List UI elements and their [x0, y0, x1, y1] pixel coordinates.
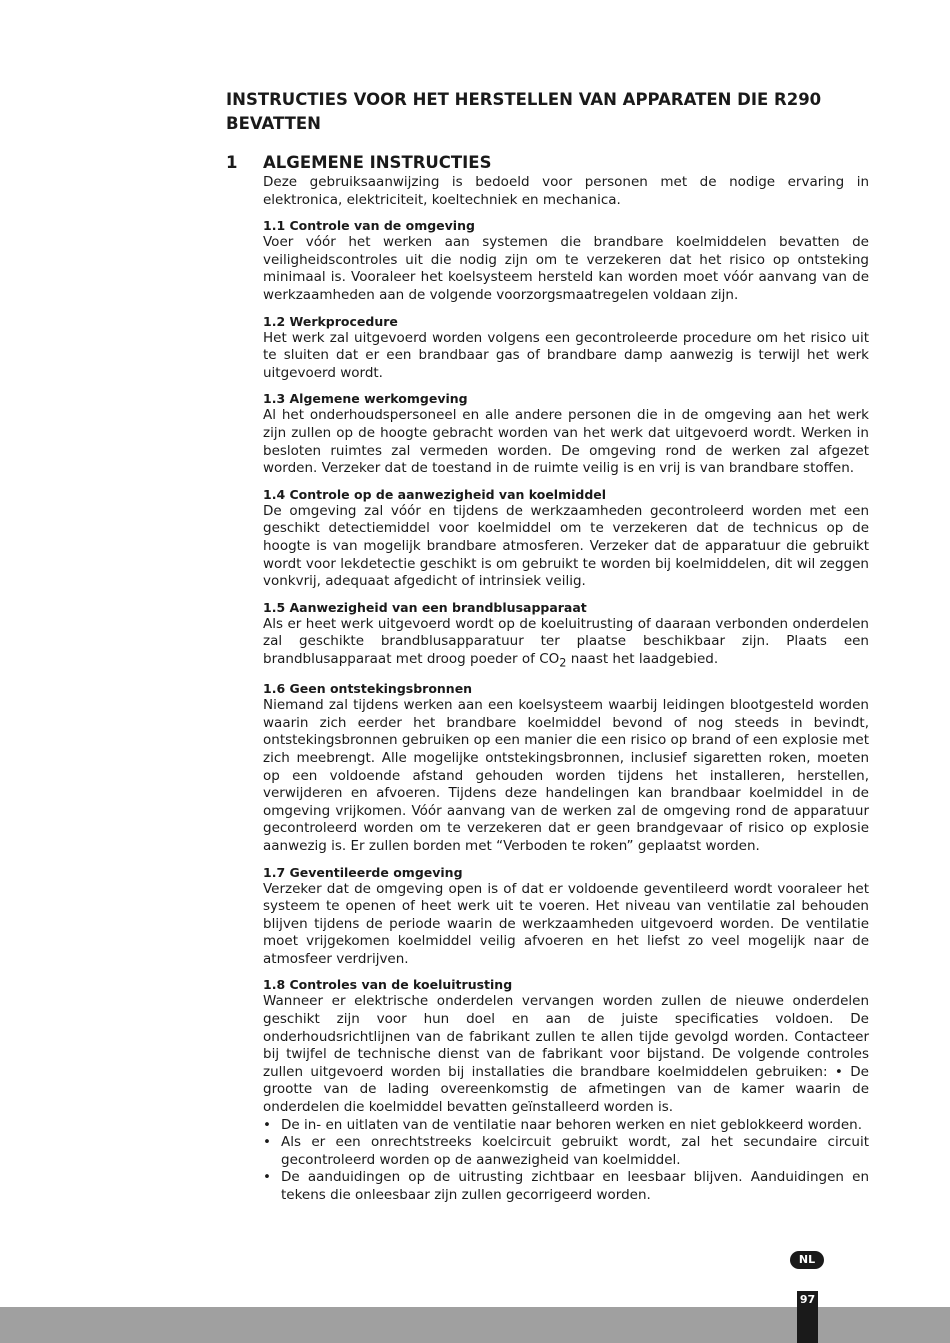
- section-heading: [226, 152, 866, 174]
- subsection-title: 1.6 Geen ontstekingsbronnen: [263, 681, 473, 697]
- subsection-text: De omgeving zal vóór en tijdens de werkzaamheden gecontroleerd worden met een geschikt detectiemiddel voor koelmiddel om te verzekeren dat de technicus op de hoogte is van mogelijk brandbare atmosferen. Verzeker dat de apparatuur die gebruikt wordt voor lekdetectie geschikt is om gebruikt te worden bij koelmiddelen, dit wil zeggen vonkvrij, adequaat afgedicht of intrinsiek veilig.: [263, 502, 869, 590]
- section-title: ALGEMENE INSTRUCTIES: [263, 153, 492, 172]
- list-item: • Als er een onrechtstreeks koelcircuit gebruikt wordt, zal het secundaire circuit gecontroleerd worden op de aanwezigheid van koelmiddel.: [263, 1134, 869, 1169]
- document-body: [263, 174, 869, 1205]
- subsection-text: Al het onderhoudspersoneel en alle andere personen die in de omgeving aan het werk zijn zullen op de hoogte gebracht worden van het werk dat uitgevoerd wordt. Werken in besloten ruimtes zal vermeden worden. De omgeving rond de werken zal afgezet worden. Verzeker dat de toestand in de ruimte veilig is en vrij is van brandbare stoffen.: [263, 407, 869, 477]
- subsection-text: Niemand zal tijdens werken aan een koelsysteem waarbij leidingen blootgesteld worden waarin zich eerder het brandbare koelmiddel bevond of nog steeds in bevindt, ontstekingsbronnen gebruiken op een manier die een risico op brand of een explosie met zich meebrengt. Alle mogelijke ontstekingsbronnen, inclusief sigaretten roken, moeten op een voldoende afstand gehouden worden tijdens het installeren, herstellen, verwijderen en afvoeren. Tijdens deze handelingen kan brandbaar koelmiddel in de omgeving vrijkomen. Vóór aanvang van de werken zal de omgeving rond de apparatuur gecontroleerd worden om te verzekeren dat er geen brandgevaar of risico op explosie aanwezig is. Er zullen borden met “Verboden te roken” geplaatst worden.: [263, 697, 869, 854]
- page-title: INSTRUCTIES VOOR HET HERSTELLEN VAN APPARATEN DIE R290 BEVATTEN: [226, 90, 822, 133]
- subsection-title: 1.8 Controles van de koeluitrusting: [263, 977, 513, 993]
- section-number: 1: [226, 153, 238, 172]
- section-intro: Deze gebruiksaanwijzing is bedoeld voor personen met de nodige ervaring in elektronica, elektriciteit, koeltechniek en mechanica.: [263, 174, 869, 208]
- language-badge: NL: [790, 1251, 824, 1269]
- subsection-title: 1.1 Controle van de omgeving: [263, 218, 475, 234]
- subsection-title: 1.2 Werkprocedure: [263, 313, 398, 329]
- subsection-text: Het werk zal uitgevoerd worden volgens een gecontroleerde procedure om het risico uit te sluiten dat er een brandbaar gas of brandbare damp aanwezig is terwijl het werk uitgevoerd wordt.: [263, 329, 869, 381]
- list-item: • De in- en uitlaten van de ventilatie naar behoren werken en niet geblokkeerd worden.: [263, 1117, 869, 1135]
- subsection-title: 1.5 Aanwezigheid van een brandblusapparaat: [263, 599, 587, 615]
- subsection-text: Voer vóór het werken aan systemen die brandbare koelmiddelen bevatten de veiligheidscontroles uit die nodig zijn om te verzekeren dat het risico op ontsteking minimaal is. Vooraleer het koelsysteem hersteld kan worden moet vóór aanvang van de werkzaamheden aan de volgende voorzorgsmaatregelen voldaan zijn.: [263, 234, 869, 303]
- page-number: 97: [797, 1291, 818, 1343]
- subsection-title: 1.4 Controle op de aanwezigheid van koelmiddel: [263, 486, 607, 502]
- subsection-title: 1.3 Algemene werkomgeving: [263, 391, 468, 407]
- subsection-text: [263, 616, 869, 672]
- subsection-text: Wanneer er elektrische onderdelen vervangen worden zullen de nieuwe onderdelen geschikt zijn voor hun doel en aan de juiste specificaties voldoen. De onderhoudsrichtlijnen van de fabrikant zullen te allen tijde gevolgd worden. Contacteer bij twijfel de technische dienst van de fabrikant voor bijstand. De volgende controles zullen uitgevoerd worden bij installaties die brandbare koelmiddelen gebruiken: • De grootte van de lading overeenkomstig de afmetingen van de kamer waarin de onderdelen die koelmiddel bevatten geïnstalleerd worden is.: [263, 993, 869, 1116]
- subsection-title: 1.7 Geventileerde omgeving: [263, 864, 463, 880]
- subsection-text-part: Als er heet werk uitgevoerd wordt op de koeluitrusting of daaraan verbonden onderdelen zal geschikte brandblusapparatuur ter plaatse beschikbaar zijn. Plaats een brandblusapparaat met droog poeder of CO: [263, 615, 869, 667]
- bullet-list: [263, 1117, 869, 1205]
- list-item: • De aanduidingen op de uitrusting zichtbaar en leesbaar blijven. Aanduidingen en tekens die onleesbaar zijn zullen gecorrigeerd worden.: [263, 1169, 869, 1204]
- co2-subscript: 2: [559, 656, 567, 670]
- subsection-text-part: naast het laadgebied.: [566, 650, 719, 667]
- subsection-text: Verzeker dat de omgeving open is of dat er voldoende geventileerd wordt vooraleer het systeem te openen of heet werk uit te voeren. Het niveau van ventilatie zal behouden blijven tijdens de periode waarin de werkzaamheden uitgevoerd worden. De ventilatie moet vrijgekomen koelmiddel veilig afvoeren en het liefst zo veel mogelijk naar de atmosfeer verdrijven.: [263, 880, 869, 967]
